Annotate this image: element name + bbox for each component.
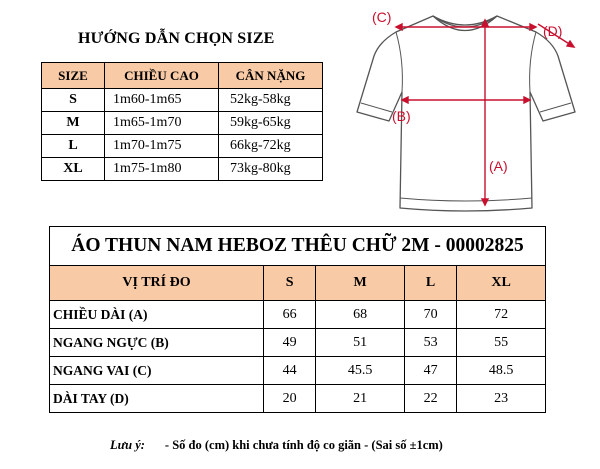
- size-cell: XL: [42, 158, 105, 181]
- weight-cell: 73kg-80kg: [219, 158, 323, 181]
- product-size-table: [49, 226, 546, 413]
- tshirt-diagram: [330, 0, 600, 222]
- value-cell: 20: [264, 385, 316, 413]
- weight-cell: 52kg-58kg: [219, 89, 323, 112]
- header-position: VỊ TRÍ ĐO: [50, 266, 264, 301]
- height-cell: 1m65-1m70: [105, 112, 219, 135]
- row-label: DÀI TAY (D): [50, 385, 264, 413]
- header-l: L: [404, 266, 456, 301]
- table-row: [50, 385, 546, 413]
- value-cell: 66: [264, 301, 316, 329]
- row-label: NGANG VAI (C): [50, 357, 264, 385]
- label-b: (B): [392, 108, 411, 124]
- value-cell: 45.5: [316, 357, 405, 385]
- size-guide-header-row: [42, 63, 323, 89]
- row-label: NGANG NGỰC (B): [50, 329, 264, 357]
- value-cell: 48.5: [457, 357, 546, 385]
- row-label: CHIỀU DÀI (A): [50, 301, 264, 329]
- weight-cell: 66kg-72kg: [219, 135, 323, 158]
- value-cell: 47: [404, 357, 456, 385]
- measurement-note: [110, 438, 443, 453]
- label-d: (D): [543, 23, 563, 39]
- value-cell: 70: [404, 301, 456, 329]
- table-row: [42, 135, 323, 158]
- header-weight: CÂN NẶNG: [219, 63, 323, 89]
- height-cell: 1m70-1m75: [105, 135, 219, 158]
- size-guide-title: HƯỚNG DẪN CHỌN SIZE: [78, 30, 275, 47]
- table-row: [50, 357, 546, 385]
- value-cell: 51: [316, 329, 405, 357]
- height-cell: 1m60-1m65: [105, 89, 219, 112]
- value-cell: 53: [404, 329, 456, 357]
- header-size: SIZE: [42, 63, 105, 89]
- size-cell: S: [42, 89, 105, 112]
- tshirt-outline: [357, 16, 575, 211]
- value-cell: 44: [264, 357, 316, 385]
- note-text: - Số đo (cm) khi chưa tính độ co giãn - (Sai số ±1cm): [164, 438, 443, 452]
- weight-cell: 59kg-65kg: [219, 112, 323, 135]
- value-cell: 23: [457, 385, 546, 413]
- product-title-row: [50, 227, 546, 266]
- product-header-row: [50, 266, 546, 301]
- label-c: (C): [372, 9, 392, 25]
- table-row: [50, 329, 546, 357]
- size-cell: M: [42, 112, 105, 135]
- value-cell: 68: [316, 301, 405, 329]
- note-label: Lưu ý:: [110, 438, 145, 452]
- header-xl: XL: [457, 266, 546, 301]
- size-guide-table: [41, 62, 323, 181]
- label-a: (A): [489, 158, 508, 174]
- height-cell: 1m75-1m80: [105, 158, 219, 181]
- table-row: [42, 158, 323, 181]
- value-cell: 72: [457, 301, 546, 329]
- value-cell: 49: [264, 329, 316, 357]
- size-cell: L: [42, 135, 105, 158]
- value-cell: 21: [316, 385, 405, 413]
- header-s: S: [264, 266, 316, 301]
- header-height: CHIỀU CAO: [105, 63, 219, 89]
- table-row: [50, 301, 546, 329]
- product-title: ÁO THUN NAM HEBOZ THÊU CHỮ 2M - 00002825: [50, 227, 546, 266]
- header-m: M: [316, 266, 405, 301]
- value-cell: 55: [457, 329, 546, 357]
- value-cell: 22: [404, 385, 456, 413]
- table-row: [42, 112, 323, 135]
- table-row: [42, 89, 323, 112]
